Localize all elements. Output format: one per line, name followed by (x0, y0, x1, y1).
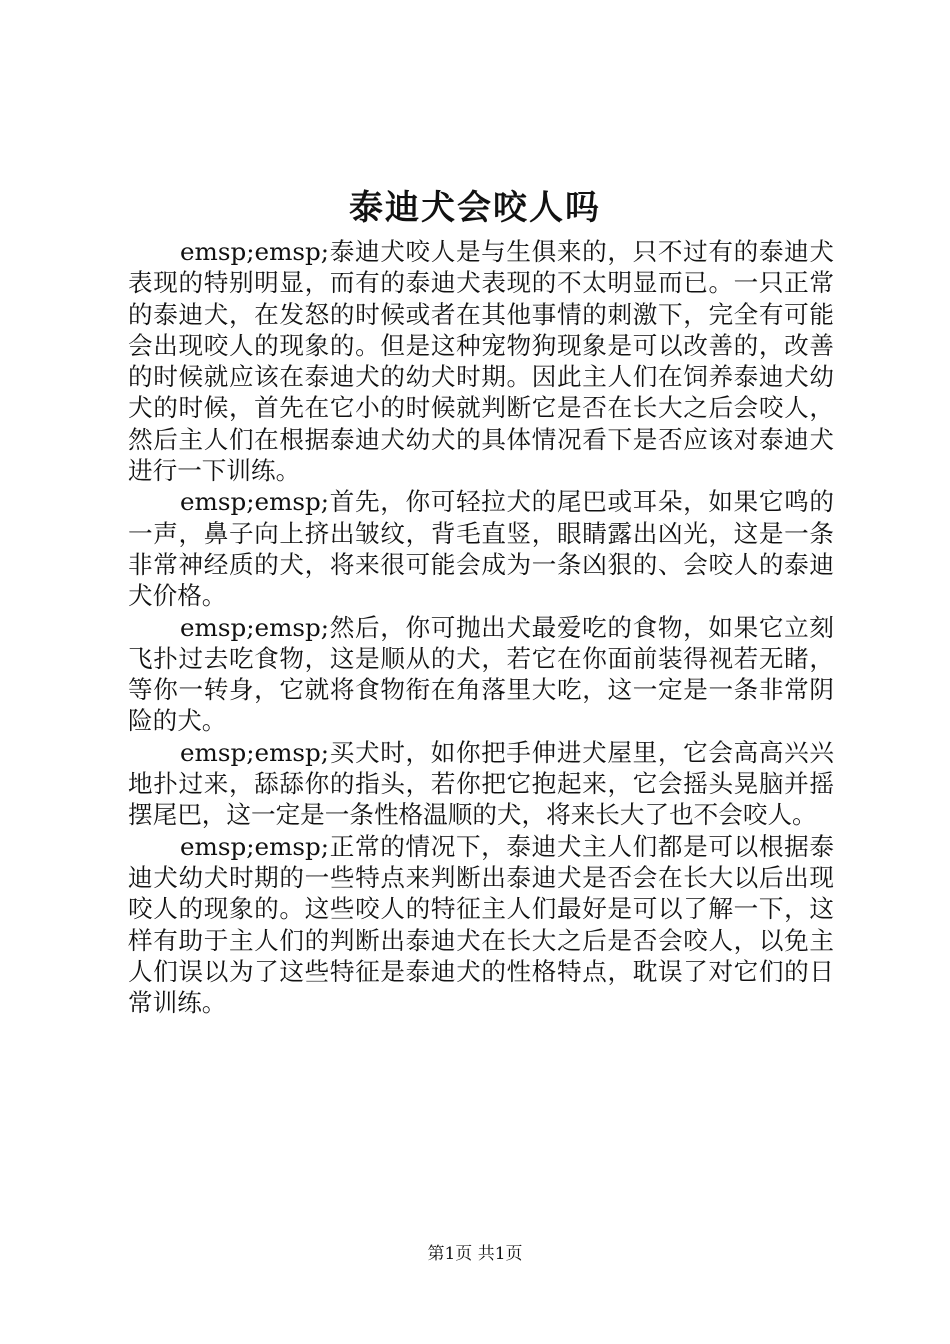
paragraph-2: emsp;emsp;首先，你可轻拉犬的尾巴或耳朵，如果它鸣的一声，鼻子向上挤出皱纹，背毛直竖，眼睛露出凶光，这是一条非常神经质的犬，将来很可能会成为一条凶狠的、会咬人的泰迪犬价格。 (128, 487, 834, 611)
document-title: 泰迪犬会咬人吗 (349, 188, 601, 228)
paragraph-3: emsp;emsp;然后，你可抛出犬最爱吃的食物，如果它立刻飞扑过去吃食物，这是顺从的犬，若它在你面前装得视若无睹，等你一转身，它就将食物衔在角落里大吃，这一定是一条非常阴险的犬。 (128, 612, 834, 736)
paragraph-4: emsp;emsp;买犬时，如你把手伸进犬屋里，它会高高兴兴地扑过来，舔舔你的指头，若你把它抱起来，它会摇头晃脑并摇摆尾巴，这一定是一条性格温顺的犬，将来长大了也不会咬人。 (128, 737, 834, 830)
document-body (128, 236, 834, 1018)
paragraph-1: emsp;emsp;泰迪犬咬人是与生俱来的，只不过有的泰迪犬表现的特别明显，而有的泰迪犬表现的不太明显而已。一只正常的泰迪犬，在发怒的时候或者在其他事情的刺激下，完全有可能会出现咬人的现象的。但是这种宠物狗现象是可以改善的，改善的时候就应该在泰迪犬的幼犬时期。因此主人们在饲养泰迪犬幼犬的时候，首先在它小的时候就判断它是否在长大之后会咬人，然后主人们在根据泰迪犬幼犬的具体情况看下是否应该对泰迪犬进行一下训练。 (128, 237, 834, 486)
paragraph-5: emsp;emsp;正常的情况下，泰迪犬主人们都是可以根据泰迪犬幼犬时期的一些特点来判断出泰迪犬是否会在长大以后出现咬人的现象的。这些咬人的特征主人们最好是可以了解一下，这样有助于主人们的判断出泰迪犬在长大之后是否会咬人，以免主人们误以为了这些特征是泰迪犬的性格特点，耽误了对它们的日常训练。 (128, 831, 834, 1018)
page-footer: 第1页 共1页 (427, 1244, 523, 1264)
